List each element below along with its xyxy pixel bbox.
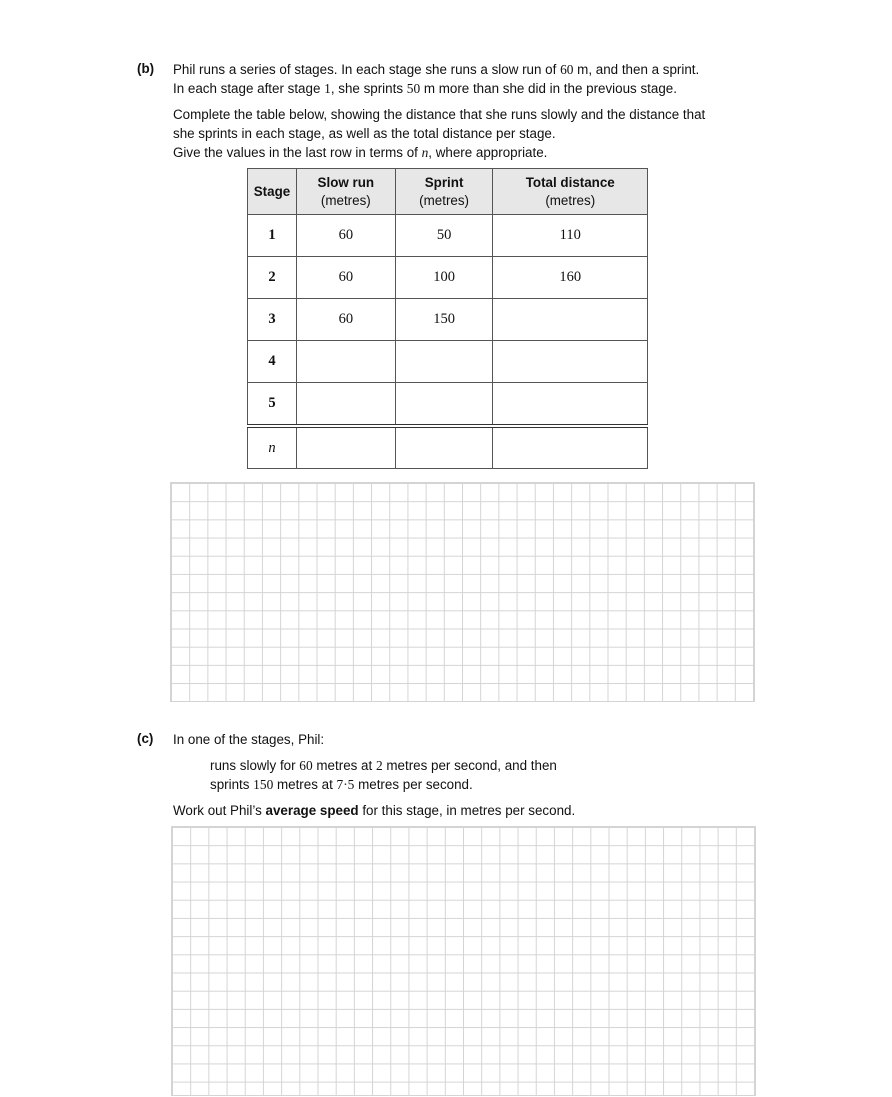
total-distance-cell[interactable]: 110 <box>493 215 648 257</box>
part-c-label: (c) <box>137 731 154 746</box>
part-b-intro-line-2: In each stage after stage 1, she sprints 50 m more than she did in the previous stage. <box>173 81 677 96</box>
table-row <box>248 383 648 427</box>
stage-cell: 1 <box>248 215 297 257</box>
stage-cell: 4 <box>248 341 297 383</box>
part-b-intro-line-1: Phil runs a series of stages. In each stage she runs a slow run of 60 m, and then a sprint. <box>173 62 700 77</box>
part-c-task: Work out Phil’s average speed for this stage, in metres per second. <box>173 803 576 818</box>
sprint-cell[interactable] <box>395 426 493 469</box>
total-distance-cell[interactable]: 160 <box>493 257 648 299</box>
header-slow-run: Slow run (metres) <box>296 169 395 215</box>
part-b-label: (b) <box>137 61 155 76</box>
table-row <box>248 299 648 341</box>
sprint-cell[interactable]: 100 <box>395 257 493 299</box>
sprint-cell[interactable]: 50 <box>395 215 493 257</box>
header-stage: Stage <box>248 169 297 215</box>
part-c-detail-line-1: runs slowly for 60 metres at 2 metres per second, and then <box>210 758 557 773</box>
stage-cell: 5 <box>248 383 297 427</box>
table-row-n <box>248 426 648 469</box>
stage-cell: 2 <box>248 257 297 299</box>
slow-run-cell[interactable]: 60 <box>296 215 395 257</box>
part-b-instruction-line-3: Give the values in the last row in terms of n, where appropriate. <box>173 145 548 160</box>
sprint-cell[interactable] <box>395 383 493 427</box>
sprint-cell[interactable]: 150 <box>395 299 493 341</box>
header-total-distance: Total distance (metres) <box>493 169 648 215</box>
stage-cell: 3 <box>248 299 297 341</box>
total-distance-cell[interactable] <box>493 341 648 383</box>
sprint-cell[interactable] <box>395 341 493 383</box>
total-distance-cell[interactable] <box>493 299 648 341</box>
table-row <box>248 257 648 299</box>
part-b-instructions <box>173 105 705 162</box>
slow-run-cell[interactable]: 60 <box>296 299 395 341</box>
slow-run-cell[interactable] <box>296 383 395 427</box>
part-c-details <box>210 756 557 794</box>
stage-cell-n: n <box>248 426 297 469</box>
table-header-row <box>248 169 648 215</box>
slow-run-cell[interactable] <box>296 341 395 383</box>
total-distance-cell[interactable] <box>493 383 648 427</box>
working-grid-b[interactable] <box>170 482 755 702</box>
part-b-instruction-line-1: Complete the table below, showing the distance that she runs slowly and the distance that <box>173 107 706 122</box>
working-grid-c[interactable] <box>171 826 756 1096</box>
slow-run-cell[interactable] <box>296 426 395 469</box>
part-c-intro: In one of the stages, Phil: <box>173 732 325 747</box>
table-row <box>248 215 648 257</box>
stages-table <box>247 168 648 469</box>
table-row <box>248 341 648 383</box>
part-c-detail-line-2: sprints 150 metres at 7·5 metres per second. <box>210 777 473 792</box>
part-b-intro <box>173 60 699 98</box>
slow-run-cell[interactable]: 60 <box>296 257 395 299</box>
total-distance-cell[interactable] <box>493 426 648 469</box>
part-b-instruction-line-2: she sprints in each stage, as well as the total distance per stage. <box>173 126 556 141</box>
header-sprint: Sprint (metres) <box>395 169 493 215</box>
